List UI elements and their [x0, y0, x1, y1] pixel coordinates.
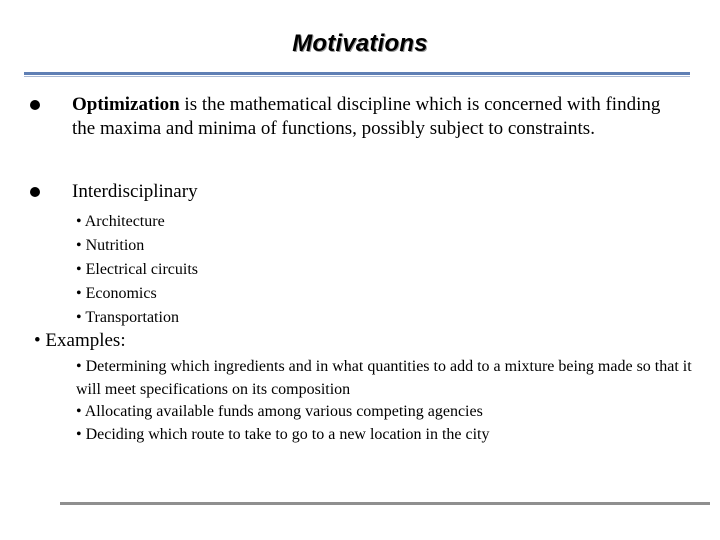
interdisciplinary-list: [76, 210, 198, 330]
bullet-optimization-text: [72, 93, 662, 141]
example-item: • Deciding which route to take to go to a new location in the city: [76, 425, 490, 443]
bullet-dot-icon: [30, 100, 40, 110]
optimization-definition: is the mathematical discipline which is concerned with finding the maxima and minima of functions, possibly subject to constraints.: [72, 94, 661, 139]
example-item: • Allocating available funds among various competing agencies: [76, 403, 483, 420]
optimization-term: Optimization: [72, 94, 180, 115]
list-item: • Architecture: [76, 213, 165, 230]
list-item: • Transportation: [76, 309, 179, 326]
list-item: • Electrical circuits: [76, 261, 198, 278]
slide-title: Motivations: [292, 30, 428, 57]
bullet-dot-icon: [30, 187, 40, 197]
examples-list: [76, 356, 696, 446]
list-item: • Nutrition: [76, 237, 145, 254]
list-item: • Economics: [76, 285, 157, 302]
footer-divider: [60, 502, 710, 505]
examples-heading: • Examples:: [34, 330, 126, 351]
title-divider: [24, 72, 690, 77]
interdisciplinary-label: Interdisciplinary: [72, 181, 198, 202]
example-item: • Determining which ingredients and in what quantities to add to a mixture being made so that it will meet specifications on its composition: [76, 358, 692, 398]
